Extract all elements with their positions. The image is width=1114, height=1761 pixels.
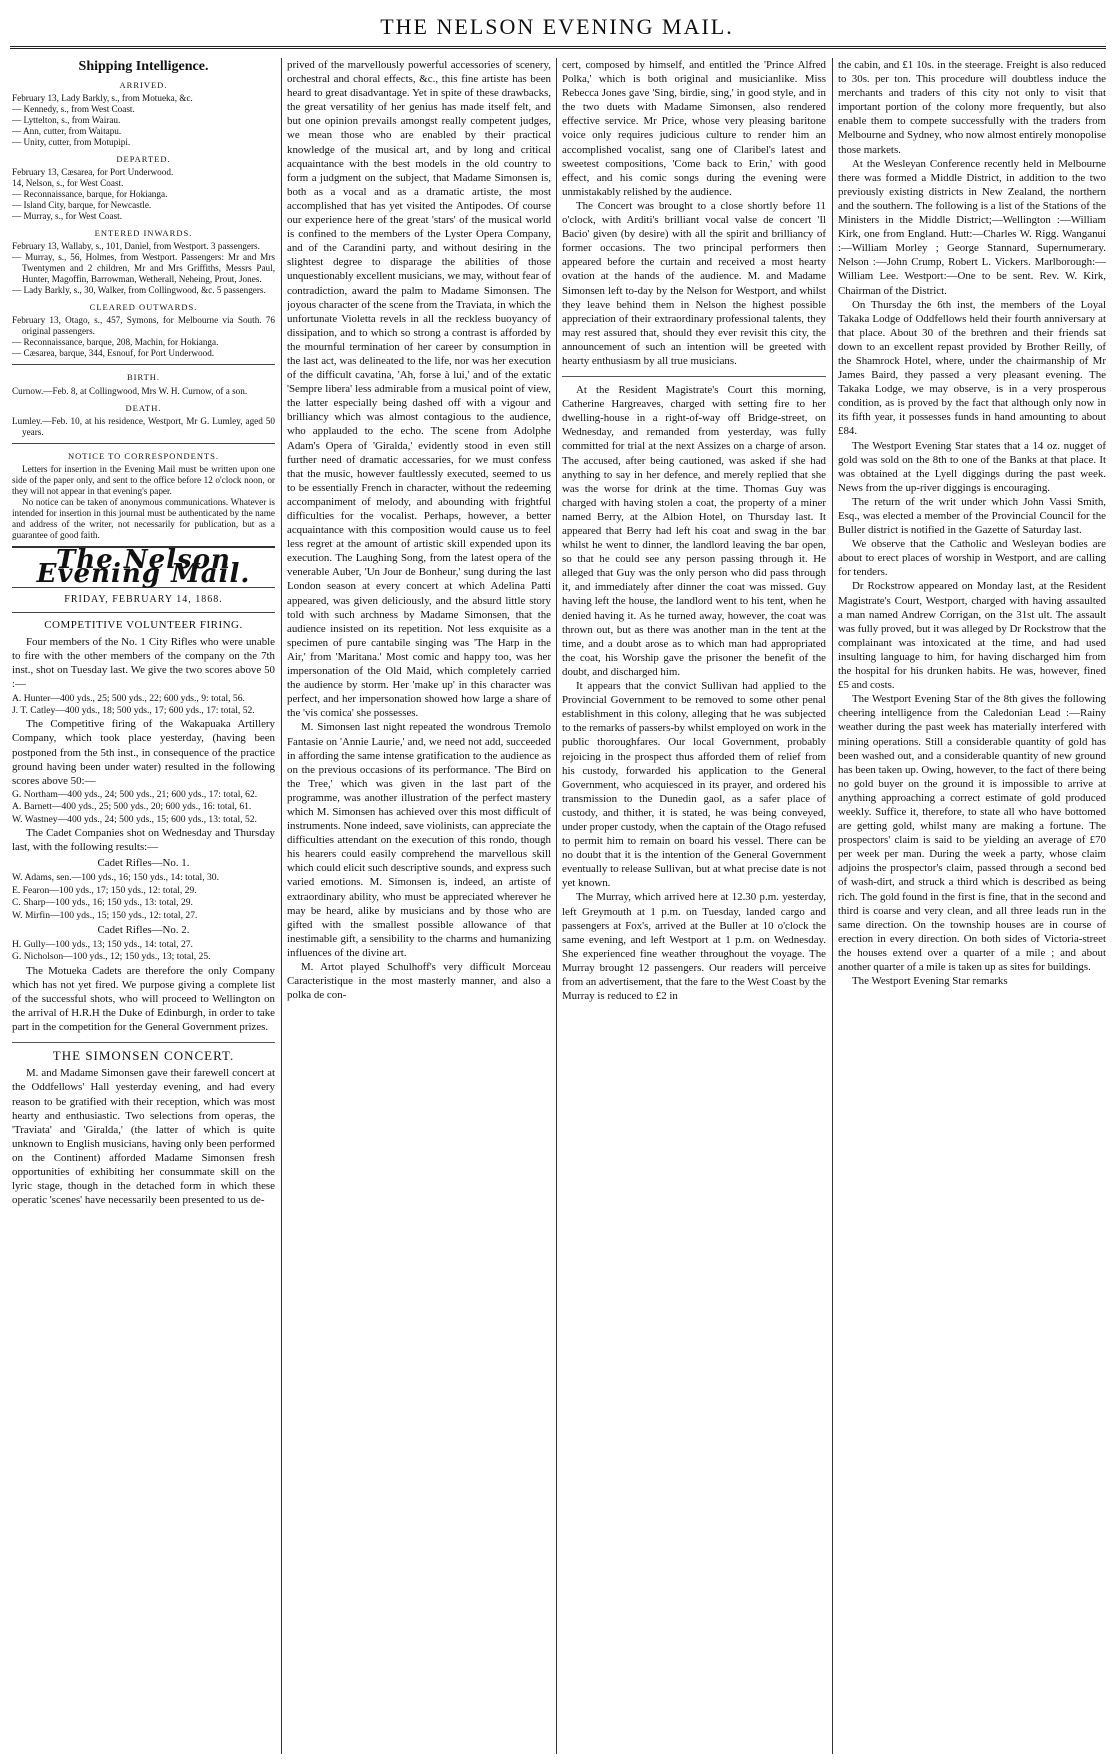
score-line: A. Hunter—400 yds., 25; 500 yds., 22; 600 yds., 9: total, 56.	[12, 692, 245, 704]
birth-heading: BIRTH.	[126, 372, 161, 383]
list-item: — Lady Barkly, s., 30, Walker, from Collingwood, &c. 5 passengers.	[12, 285, 266, 296]
concert-heading: THE SIMONSEN CONCERT.	[52, 1048, 235, 1064]
score-line: W. Mirfin—100 yds., 15; 150 yds., 12: total, 27.	[12, 909, 198, 921]
list-item: — Reconnaissance, barque, for Hokianga.	[12, 189, 168, 200]
departed-list	[12, 167, 275, 222]
score-line: H. Gully—100 yds., 13; 150 yds., 14: total, 27.	[12, 939, 193, 950]
column-rule	[556, 58, 557, 1754]
newspaper-title: THE NELSON EVENING MAIL.	[380, 14, 734, 39]
score-line: C. Sharp—100 yds., 16; 150 yds., 13: total, 29.	[12, 897, 193, 909]
list-item: — Murray, s., for West Coast.	[12, 211, 123, 222]
cleared-list	[12, 315, 275, 359]
paragraph: On Thursday the 6th inst, the members of the Loyal Takaka Lodge of Oddfellows held their fourth anniversary at that place. About 30 of the brethren and their friends sat down to an excellent repast provided by Brother Reilly, of the Shamrock Hotel, where, under the chairmanship of Mr James Baird, they passed a very pleasant evening. The Takaka Lodge, we may observe, is in a very prosperous condition, as is proved by the fact that although only now in its fifth year, it possesses funds in hand amounting to about £84.	[838, 298, 1106, 438]
paragraph: At the Wesleyan Conference recently held in Melbourne there was formed a Middle District, in addition to the two previously existing districts in New Zealand, the northern and the southern. The following is a list of the Stations of the Ministers in the Middle District;—Wellington :—William Kirk, one from England. Hutt:—Charles W. Rigg. Wanganui :—William Morley ; George Stannard, Supernumerary. Nelson :—John Crump, Robert L. Vickers. Marlborough:—William Lee. Westport:—One to be sent. Rev. W. Kirk, Chairman of the District.	[838, 157, 1106, 297]
score-line: G. Nicholson—100 yds., 12; 150 yds., 13; total, 25.	[12, 951, 211, 963]
cadet-heading: Cadet Rifles—No. 2.	[97, 923, 190, 936]
list-item: — Island City, barque, for Newcastle.	[12, 200, 152, 211]
list-item: February 13, Cæsarea, for Port Underwood.	[12, 167, 174, 178]
list-item: — Kennedy, s., from West Coast.	[12, 104, 135, 115]
paragraph: We observe that the Catholic and Wesleyan bodies are about to erect places of worship in Westport, and are calling for tenders.	[838, 538, 1106, 579]
notice-heading: NOTICE TO CORRESPONDENTS.	[67, 450, 220, 461]
column-2	[287, 58, 551, 1754]
shipping-title: Shipping Intelligence.	[78, 59, 209, 74]
birth-notice: Curnow.—Feb. 8, at Collingwood, Mrs W. H. Curnow, of a son.	[12, 385, 248, 396]
paragraph: M. Artot played Schulhoff's very difficult Morceau Caracteristique in the most masterly manner, and also a polka de con-	[287, 961, 551, 1002]
paragraph: M. and Madame Simonsen gave their farewell concert at the Oddfellows' Hall yesterday evening, and had every reason to be gratified with their reception, which was most hearty and enthusiastic. Two selections from operas, the 'Traviata' and 'Giralda,' (the latter of which is quite unknown to English musicians, having only been performed on the Continent) afforded Madame Simonsen fresh opportunities of exhibiting her consummate skill on the lyric stage, though in the detached form in which these operatic 'scenes' have necessarily been presented to us de-	[12, 1067, 275, 1207]
score-line: W. Wastney—400 yds., 24; 500 yds., 15; 600 yds., 13: total, 52.	[12, 813, 257, 825]
arrived-heading: ARRIVED.	[119, 80, 168, 91]
divider	[12, 612, 275, 613]
list-item: — Cæsarea, barque, 344, Esnouf, for Port Underwood.	[12, 348, 215, 359]
list-item: — Unity, cutter, from Motupipi.	[12, 137, 131, 148]
list-item: February 13, Lady Barkly, s., from Motueka, &c.	[12, 93, 193, 104]
divider	[12, 443, 275, 444]
paragraph: Dr Rockstrow appeared on Monday last, at the Resident Magistrate's Court, Westport, charged with having assaulted a man named Andrew Corrigan, on the 31st ult. The assault was fully proved, but it was alleged by Dr Rockstrow that the complainant was intoxicated at the time, and had used insulting language to him, for having discharged him from the hospital for his drunken habits. He was, however, fined £5 and costs.	[838, 580, 1106, 692]
list-item: February 13, Wallaby, s., 101, Daniel, from Westport. 3 passengers.	[12, 241, 260, 252]
column-1	[12, 58, 275, 1754]
paragraph: The Motueka Cadets are therefore the only Company which has not yet fired. We purpose giving a complete list of the successful shots, who will proceed to Wellington on the arrival of H.R.H the Duke of Edinburgh, in order to take part in the competition for the General Government prizes.	[12, 964, 275, 1034]
dateline: FRIDAY, FEBRUARY 14, 1868.	[64, 593, 223, 605]
paragraph: Four members of the No. 1 City Rifles who were unable to fire with the other members of the company on the 7th inst., shot on Tuesday last. We give the two scores above 50 :—	[12, 636, 275, 691]
list-item: 14, Nelson, s., for West Coast.	[12, 178, 124, 189]
score-line: W. Adams, sen.—100 yds., 16; 150 yds., 14: total, 30.	[12, 872, 219, 884]
column-4	[838, 58, 1106, 1754]
paragraph: The Concert was brought to a close shortly before 11 o'clock, with Arditi's brilliant vocal valse de concert 'Il Bacio' given (by desire) with all the spirit and brilliancy of former occasions. The two principal performers then appeared before the curtain and received a most hearty ovation at the hands of the audience. M. and Madame Simonsen left to-day by the Nelson for Westport, and whilst they leave behind them in Nelson the highest possible appreciation of their extraordinary professional talents, they may rest assured that, should they ever revisit this city, the announcement of such an intention will be greeted with hearty enthusiasm by all true musicians.	[562, 199, 826, 367]
list-item: — Reconnaissance, barque, 208, Machin, for Hokianga.	[12, 337, 219, 348]
cleared-heading: CLEARED OUTWARDS.	[89, 302, 198, 313]
death-notice: Lumley.—Feb. 10, at his residence, Westport, Mr G. Lumley, aged 50 years.	[12, 415, 275, 437]
column-3	[562, 58, 826, 1754]
entered-list	[12, 241, 275, 296]
paragraph: The return of the writ under which John Vassi Smith, Esq., was elected a member of the Provincial Council for the Buller district is notified in the Gazette of Saturday last.	[838, 495, 1106, 537]
paragraph: The Westport Evening Star states that a 14 oz. nugget of gold was sold on the 8th to one of the Banks at that place. It was obtained at the Lyell diggings during the past week. News from the up-river diggings is encouraging.	[838, 439, 1106, 494]
score-line: E. Fearon—100 yds., 17; 150 yds., 12: total, 29.	[12, 884, 197, 896]
list-item: — Lyttelton, s., from Wairau.	[12, 115, 121, 126]
paragraph: The Westport Evening Star remarks	[852, 975, 1008, 988]
list-item: — Ann, cutter, from Waitapu.	[12, 126, 122, 137]
paragraph: the cabin, and £1 10s. in the steerage. Freight is also reduced to 30s. per ton. This procedure will doubtless induce the merchants and traders of this city not only to visit that important portion of the colony more frequently, but also enable them to compete successfully with the traders from Melbourne and Sydney, who now almost entirely monopolise those markets.	[838, 59, 1106, 156]
departed-heading: DEPARTED.	[116, 154, 171, 165]
score-line: J. T. Catley—400 yds., 18; 500 yds., 17; 600 yds., 17: total, 52.	[12, 704, 255, 716]
paragraph: The Cadet Companies shot on Wednesday and Thursday last, with the following results:—	[12, 827, 275, 854]
firing-heading: COMPETITIVE VOLUNTEER FIRING.	[44, 619, 243, 632]
list-item: — Murray, s., 56, Holmes, from Westport. Passengers: Mr and Mrs Twentymen and 2 children, Mr and Mrs Griffiths, Messrs Paul, Hunter, Magoffin, Barrowman, Wetherall, Neheing, Prout, Jones.	[12, 252, 275, 285]
entered-heading: ENTERED INWARDS.	[94, 228, 193, 239]
paragraph: The Competitive firing of the Wakapuaka Artillery Company, which took place yesterday, (having been postponed from the 5th inst., in consequence of the practice ground having been under water) resulted in the following scores above 50:—	[12, 718, 275, 787]
paragraph: The Westport Evening Star of the 8th gives the following cheering intelligence from the Caledonian Lead :—Rainy weather during the past week has materially interfered with mining operations. Still a considerable quantity of gold has been washed out, and a considerable quantity of new ground has been taken up. Owing, however, to the fact of there being no gold buyer on the ground it is impossible to arrive at anything approaching a correct estimate of gold produced weekly. Suffice it, therefore, to state all who have bottomed are getting gold, whilst many are making a fortune. The prospectors' claim is said to be yielding an average of £70 per week per man. During the week a party, whose claim adjoins the prospector's claim, passed through a second bed of wash-dirt, and struck a third which is described as being rich. The gold found in the first is fine, that in the second and third is coarse and very clean, and all three leads run in the same direction. On the township houses are in course of erection in every direction. On both sides of Victoria-street the houses extend over a quarter of a mile ; and about another quarter of a mile is taken up as sites for buildings.	[838, 693, 1106, 973]
paragraph: M. Simonsen last night repeated the wondrous Tremolo Fantasie on 'Annie Laurie,' and, we need not add, succeeded in affording the same intense gratification to the audience as on the previous occasions of its performance. 'The Bird on the Tree,' which was given in the last part of the programme, was another illustration of the perfect mastery which M. Simonsen has achieved over this most difficult of instruments. None indeed, save violinists, can appreciate the difficulties attendant on the execution of this rondo, though his hearers could easily comprehend the marvellous skill which could elicit such descriptive sounds, and express such varied emotions. M. Simonsen is, indeed, an artiste of extraordinary ability, who must be appreciated wherever he may be heard, alike by musicians and by those who are gifted with the smallest possible allowance of that inestimable gift, a sensibility to the charms and humanizing influences of the divine art.	[287, 721, 551, 959]
death-heading: DEATH.	[125, 402, 162, 413]
paragraph: At the Resident Magistrate's Court this morning, Catherine Hargreaves, charged with setting fire to her dwelling-house in a right-of-way off Bridge-street, on Wednesday, and remanded from yesterday, was fully committed for trial at the next Assizes on a charge of arson. The accused, after being cautioned, was asked if she had anything to say in her defence, and merely replied that she was the worse for drink at the time. Thomas Guy was charged with having stolen a coat, the property of a miner named Berry, at the Albion Hotel, on Thursday last. It appeared that Berry had left his coat and swag in the bar whilst he went to dinner, the landlord leaving the bar open, so that he could see any person passing through it. He alleged that Guy was the only person who did pass through it, and immediately after dinner the coat was missed. Guy having left the house, the landlord went to his tent, when he denied having it. As he turned away, however, the coat was thrown out, but as there was another man in the tent at the time, and a doubt arose as to which man had appropriated the coat, his Worship gave the prisoner the benefit of the doubt, and discharged him.	[562, 384, 826, 678]
column-rule	[832, 58, 833, 1754]
masthead-rule	[10, 46, 1106, 49]
score-line: G. Northam—400 yds., 24; 500 yds., 21; 600 yds., 17: total, 62.	[12, 788, 258, 800]
score-line: A. Barnett—400 yds., 25; 500 yds., 20; 600 yds., 16: total, 61.	[12, 801, 252, 813]
paragraph: prived of the marvellously powerful accessories of scenery, orchestral and choral effects, &c., this fine artiste has been heard to great disadvantage. Yet in spite of these drawbacks, the great versatility of her genius has made itself felt, and but one opinion prevails amongst really competent judges, we mean those who are enabled by their practical knowledge of the musical art, and by long and critical acquaintance with the best models in the old country to form a judgment on the subject, that Madame Simonsen is, both as a vocal and as a dramatic artiste, the most accomplished that has yet visited the Antipodes. Of course our experience here of the great 'stars' of the musical world is confined to the members of the Lyster Opera Company, and of the Carandini party, and without desiring in the slightest degree to disparage the abilities of those unquestionably excellent musicians, we may, without fear of contradiction, award the palm to Madame Simonsen. The joyous character of the scene from the Traviata, in which the unfortunate Violetta revels in all the reckless buoyancy of dissipation, and to which so strong a contrast is afforded by the mournful termination of her career by consumption in the last act, was delineated to the life, nor was her execution of the difficult cavatina, 'Ah, forse à lui,' and of the extatic 'Sempre libera' less admirable from a musical point of view, the latter especially being dashed off with a vigour and brilliancy which was almost contagious to the audience, who applauded to the echo. The scene from Adolphe Adam's Opera of 'Giralda,' evidently stood in even still further need of dramatic accessaries, for we must confess that the music, however faultlessly executed, seemed to us to be essentially French in character, without the redeeming accompaniment of melody, and abounding with frightful difficulties for the vocalist. Perhaps, however, a better acquaintance with this composition would cause us to feel less regret at the amount of artistic skill expended upon its execution. The Laughing Song, from the latest opera of the venerable Auber, 'Un Jour de Bonheur,' sung during the last London season at every concert at which Adelina Patti appeared, was given deliciously, and the absurd little story told with such archness by Madame Simonsen, that the audience insisted on its repetition. Not less exquisite as a specimen of pure cantabile singing was 'The Harp in the Air,' from 'Maritana.' Most comic and happy too, was her impersonation of the Old Maid, which completely carried the audience by storm. Her 'make up' in this character was perfect, and her impersonation showed how large a share of the 'vis comica' she possesses.	[287, 59, 551, 720]
masthead	[0, 0, 1114, 52]
divider	[12, 1042, 275, 1043]
divider	[562, 376, 826, 377]
notice-text: Letters for insertion in the Evening Mail must be written upon one side of the paper only, and sent to the office before 12 o'clock noon, or they will not appear in that evening's paper.	[12, 463, 275, 496]
paragraph: It appears that the convict Sullivan had applied to the Provincial Government to be removed to some other penal establishment in this colony, alleging that he was subjected to the remarks of passers-by whilst employed on work in the public thoroughfares. Our local Government, probably rejoicing in the prospect thus afforded them of relief from his custody, forwarded his application to the General Government, who acquiesced in its prayer, and ordered his transmission to the Dunedin gaol, as a safer place of custody, and thither, it is stated, he was being conveyed, under proper custody, when the captain of the Otago refused to permit him to remain on board his vessel. There can be no doubt that it is the intention of the General Government eventually to release Sullivan, but at what precise date is not yet known.	[562, 680, 826, 890]
cadet-heading: Cadet Rifles—No. 1.	[97, 857, 190, 870]
notice-text: No notice can be taken of anonymous communications. Whatever is intended for insertion in this journal must be authenticated by the name and address of the writer, not necessarily for publication, but as a guarantee of good faith.	[12, 496, 275, 540]
divider	[12, 364, 275, 365]
arrived-list	[12, 93, 275, 148]
nameplate: The Nelson Evening Mail.	[36, 544, 251, 589]
column-rule	[281, 58, 282, 1754]
list-item: February 13, Otago, s., 457, Symons, for Melbourne via South. 76 original passengers.	[12, 315, 275, 337]
paragraph: cert, composed by himself, and entitled the 'Prince Alfred Polka,' which is both original and musicianlike. Miss Rebecca Jones gave 'Sing, birdie, sing,' in good style, and in the two duets with Madame Simonsen, also rendered effective service. Mr Price, whose very pleasing baritone voice only requires judicious culture to render him an accomplished vocalist, sang one of Claribel's latest and sweetest compositions, 'Come back to Erin,' with good effect, and his comic songs during the evening were unmistakably relished by the audience.	[562, 59, 826, 198]
paragraph: The Murray, which arrived here at 12.30 p.m. yesterday, left Greymouth at 1 p.m. on Tuesday, landed cargo and passengers at Fox's, arrived at the Buller at 10 o'clock the same evening, and left Westport at 1 p.m. on Wednesday. She experienced fine weather throughout the voyage. The Murray brought 12 passengers. Our readers will perceive from an advertisement, that the fare to the West Coast by the Murray is reduced to £2 in	[562, 891, 826, 1003]
